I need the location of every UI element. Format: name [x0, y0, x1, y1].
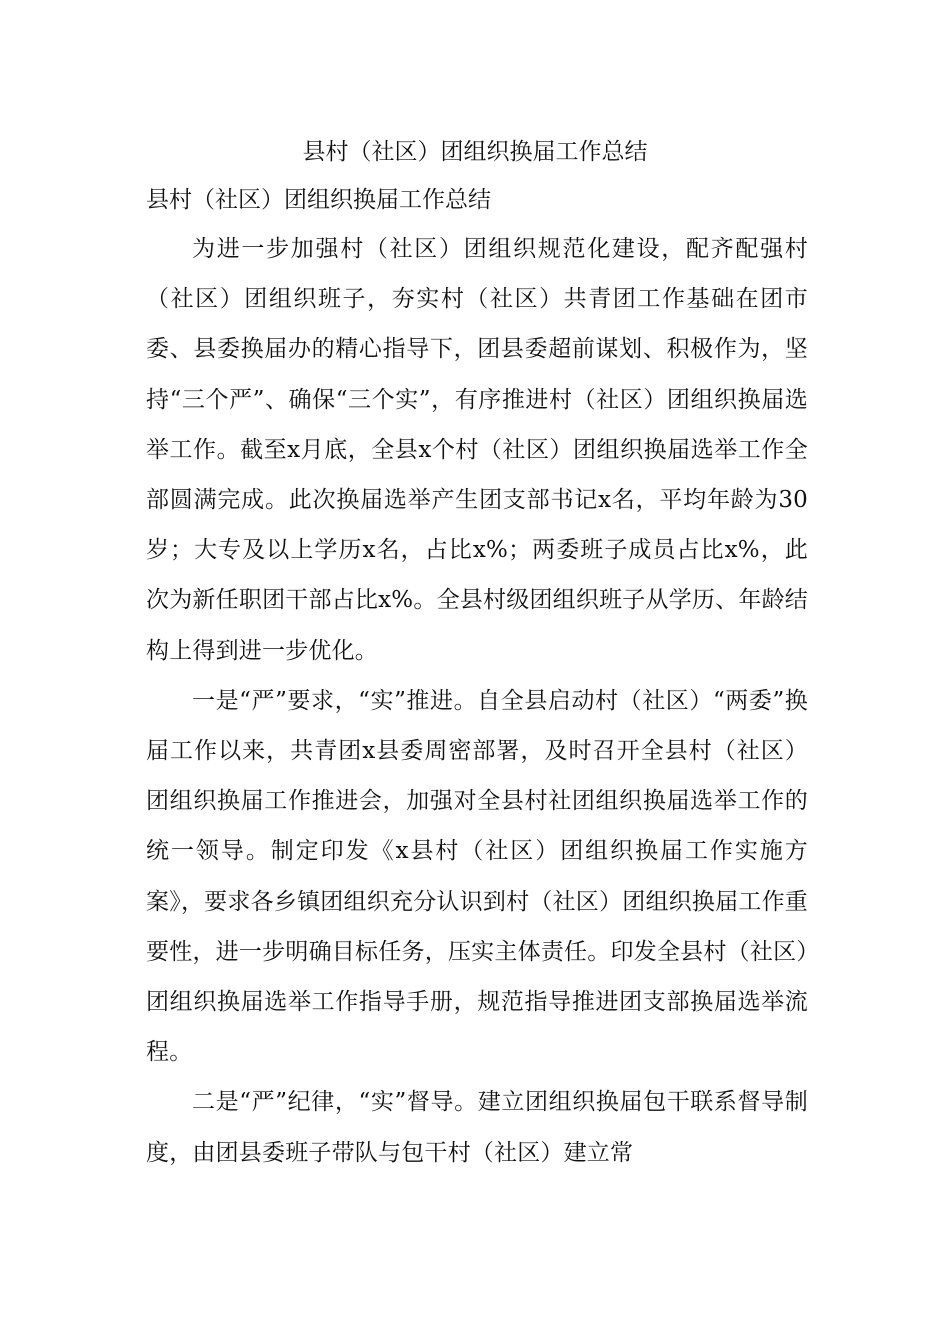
document-body	[146, 224, 808, 1178]
paragraph-requirements: 一是“严”要求，“实”推进。自全县启动村（社区）“两委”换届工作以来，共青团x县委周密部署，及时召开全县村（社区）团组织换届工作推进会，加强对全县村社团组织换届选举工作的统一领导。制定印发《x县村（社区）团组织换届工作实施方案》，要求各乡镇团组织充分认识到村（社区）团组织换届工作重要性，进一步明确目标任务，压实主体责任。印发全县村（社区）团组织换届选举工作指导手册，规范指导推进团支部换届选举流程。	[146, 687, 808, 1066]
document-title: 县村（社区）团组织换届工作总结	[302, 139, 648, 165]
paragraph-discipline: 二是“严”纪律，“实”督导。建立团组织换届包干联系督导制度，由团县委班子带队与包干村（社区）建立常	[146, 1089, 808, 1166]
document-subtitle: 县村（社区）团组织换届工作总结	[146, 187, 491, 213]
paragraph-intro: 为进一步加强村（社区）团组织规范化建设，配齐配强村（社区）团组织班子，夯实村（社区）共青团工作基础在团市委、县委换届办的精心指导下，团县委超前谋划、积极作为，坚持“三个严”、确保“三个实”，有序推进村（社区）团组织换届选举工作。截至x月底，全县x个村（社区）团组织换届选举工作全部圆满完成。此次换届选举产生团支部书记x名，平均年龄为30岁；大专及以上学历x名，占比x%；两委班子成员占比x%，此次为新任职团干部占比x%。全县村级团组织班子从学历、年龄结构上得到进一步优化。	[146, 236, 808, 664]
